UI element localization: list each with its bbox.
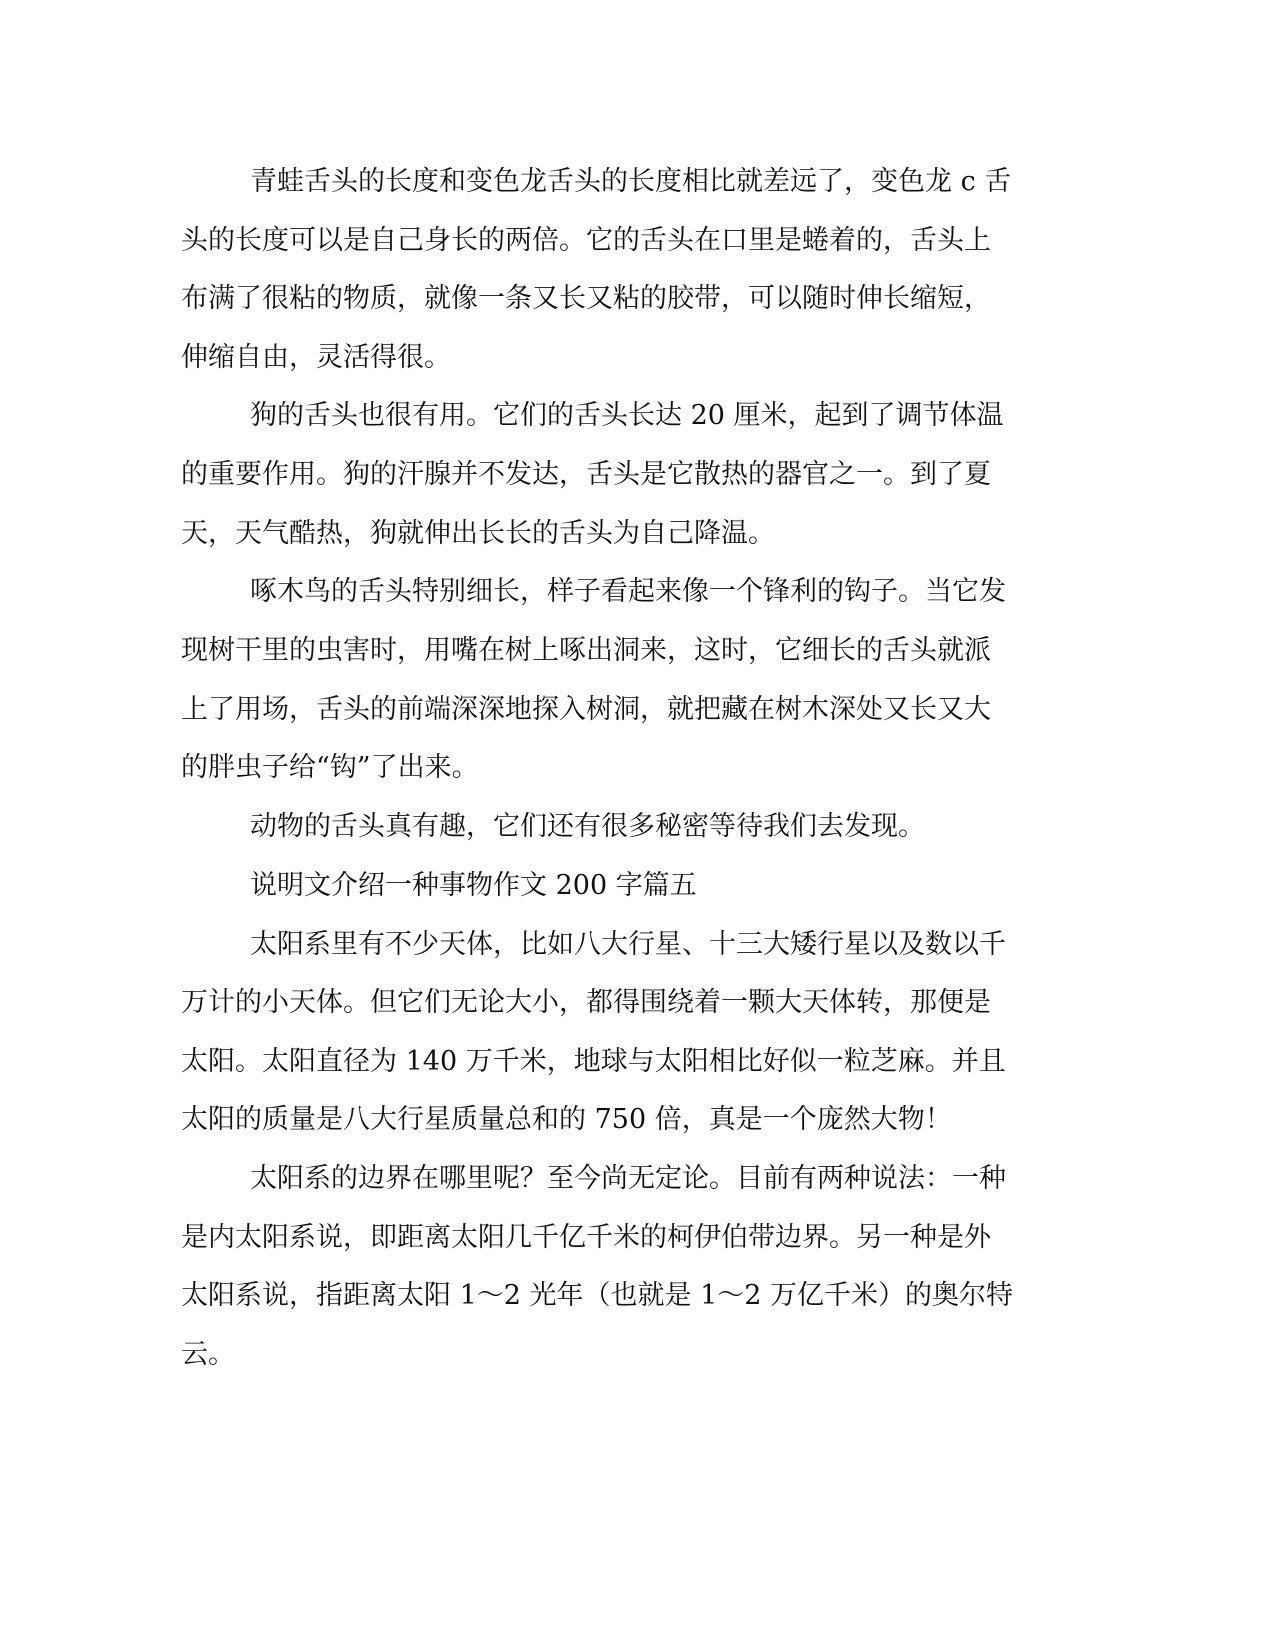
text-line: 布满了很粘的物质，就像一条又长又粘的胶带，可以随时伸长缩短，: [181, 283, 991, 314]
text-line: 是内太阳系说，即距离太阳几千亿千米的柯伊伯带边界。另一种是外: [181, 1222, 991, 1253]
text-line: 青蛙舌头的长度和变色龙舌头的长度相比就差远了，变色龙 c 舌: [250, 166, 1012, 197]
text-line: 伸缩自由，灵活得很。: [181, 342, 451, 373]
text-line: 天，天气酷热，狗就伸出长长的舌头为自己降温。: [181, 518, 775, 549]
text-line: 太阳系里有不少天体，比如八大行星、十三大矮行星以及数以千: [250, 929, 1006, 960]
text-line: 头的长度可以是自己身长的两倍。它的舌头在口里是蜷着的，舌头上: [181, 225, 991, 256]
text-line: 太阳的质量是八大行星质量总和的 750 倍，真是一个庞然大物！: [181, 1104, 952, 1135]
text-line: 的胖虫子给“钩”了出来。: [181, 752, 479, 783]
text-line: 狗的舌头也很有用。它们的舌头长达 20 厘米，起到了调节体温: [250, 400, 1004, 431]
text-line: 太阳系的边界在哪里呢？至今尚无定论。目前有两种说法：一种: [250, 1163, 1006, 1194]
text-line: 万计的小天体。但它们无论大小，都得围绕着一颗大天体转，那便是: [181, 987, 991, 1018]
section-heading: 说明文介绍一种事物作文 200 字篇五: [250, 870, 697, 901]
text-line: 云。: [181, 1339, 235, 1370]
text-line: 现树干里的虫害时，用嘴在树上啄出洞来，这时，它细长的舌头就派: [181, 635, 991, 666]
text-line: 太阳。太阳直径为 140 万千米，地球与太阳相比好似一粒芝麻。并且: [181, 1046, 1006, 1077]
text-line: 太阳系说，指距离太阳 1～2 光年（也就是 1～2 万亿千米）的奥尔特: [181, 1280, 1014, 1311]
text-line: 啄木鸟的舌头特别细长，样子看起来像一个锋利的钩子。当它发: [250, 576, 1006, 607]
text-line: 的重要作用。狗的汗腺并不发达，舌头是它散热的器官之一。到了夏: [181, 459, 991, 490]
text-line: 上了用场，舌头的前端深深地探入树洞，就把藏在树木深处又长又大: [181, 694, 991, 725]
text-line: 动物的舌头真有趣，它们还有很多秘密等待我们去发现。: [250, 811, 925, 842]
